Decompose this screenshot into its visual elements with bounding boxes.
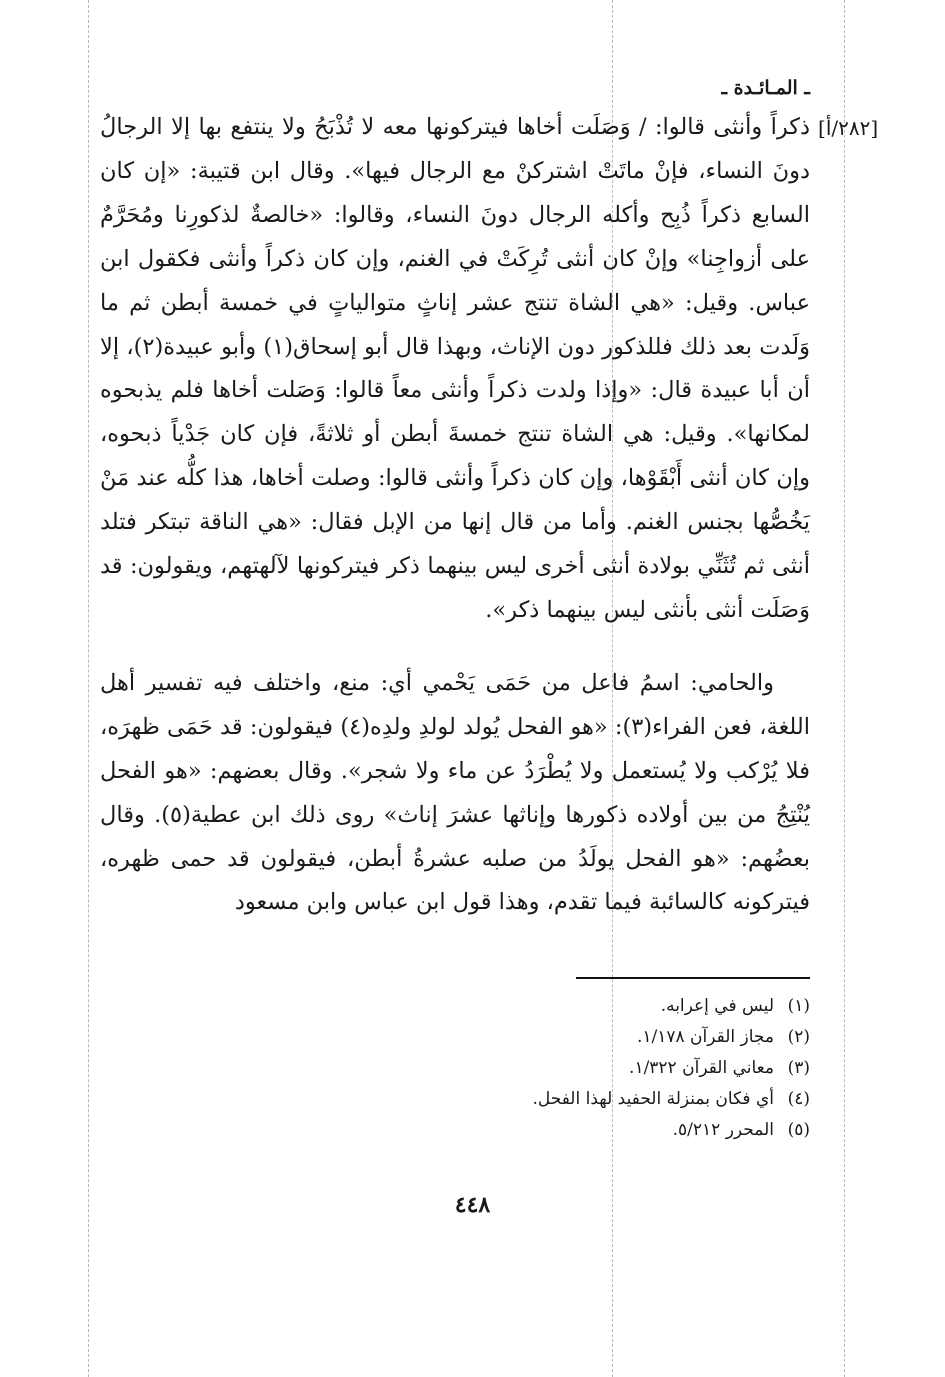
page-number: ٤٤٨ [454,1192,491,1218]
footnote-text: مجاز القرآن ١/١٧٨. [636,1027,774,1048]
running-head: ـ المـائـدة ـ [721,77,810,99]
body-paragraph: والحامي: اسمُ فاعل من حَمَى يَحْمي أي: منع، واختلف فيه تفسير أهل اللغة، فعن الفراء(٣): «هو الفحل يُولد لولدِ ولدِه(٤) فيقولون: قد حَمَى ظهرَه، فلا يُرْكب ولا يُستعمل ولا يُطْرَدُ عن ماء ولا شجر». وقال بعضهم: «هو الفحل يُنْتِجُ من بين أولاده ذكورها وإناثها عشرَ إناث» روى ذلك ابن عطية(٥). وقال بعضُهم: «هو الفحل يولَدُ من صلبه عشرةُ أبطن، فيقولون قد حمى ظهره، فيتركونه كالسائبة فيما تقدم، وهذا قول ابن عباس وابن مسعود [100,669,810,916]
footnote-number: (٣) [787,1058,810,1079]
footnote-text: أي فكان بمنزلة الحفيد لهذا الفحل. [532,1089,774,1110]
footnote-number: (٤) [787,1089,810,1110]
footnote-number: (٢) [787,1027,810,1048]
footnote-text: ليس في إعرابه. [660,996,774,1017]
book-page [100,70,879,1146]
footnote-item [100,1115,810,1146]
footnote-item [100,991,810,1022]
footnote-number: (٥) [787,1120,810,1141]
footnote-number: (١) [787,996,810,1017]
manuscript-folio-reference: [٢٨٢/أ] [818,116,879,140]
footnote-item [100,1084,810,1115]
body-paragraph: ذكراً وأنثى قالوا: / وَصَلَت أخاها فيتركونها معه لا تُذْبَحُ ولا ينتفع بها إلا الرجالُ دونَ النساء، فإنْ ماتَتْ اشتركنْ مع الرجال فيها». وقال ابن قتيبة: «إن كان السابع ذكراً ذُبِح وأكله الرجال دونَ النساء، وقالوا: «خالصةٌ لذكورِنا ومُحَرَّمٌ على أزواجِنا» وإنْ كان أنثى تُرِكَتْ في الغنم، وإن كان ذكراً وأنثى فكقول ابن عباس. وقيل: «هي الشاة تنتج عشر إناثٍ متوالياتٍ في خمسة أبطن ثم ما وَلَدت بعد ذلك فللذكور دون الإناث، وبهذا قال أبو إسحاق(١) وأبو عبيدة(٢)، إلا أن أبا عبيدة قال: «وإذا ولدت ذكراً وأنثى معاً قالوا: وَصَلت أخاها فلم يذبحوه لمكانها». وقيل: هي الشاة تنتج خمسةَ أبطن أو ثلاثةً، فإن كان جَدْياً ذبحوه، وإن كان أنثى أَبْقَوْها، وإن كان ذكراً وأنثى قالوا: وصلت أخاها، هذا كلُّه عند مَنْ يَخُصُّها بجنس الغنم. وأما من قال إنها من الإبل فقال: «هي الناقة تبتكر فتلد أنثى ثم تُثَنِّي بولادة أنثى أخرى ليس بينهما ذكر فيتركونها لآلهتهم، ويقولون: قد وَصَلَت أنثى بأنثى ليس بينهما ذكر». [100,114,810,623]
footnote-text: معاني القرآن ١/٣٢٢. [629,1058,774,1079]
footnotes-list [100,991,810,1146]
footnote-separator [576,977,810,979]
footnote-item [100,1022,810,1053]
scan-guide-line-left [88,0,89,1377]
scan-guide-line-right [844,0,845,1377]
footnote-text: المحرر ٥/٢١٢. [672,1120,774,1141]
footnote-item [100,1053,810,1084]
